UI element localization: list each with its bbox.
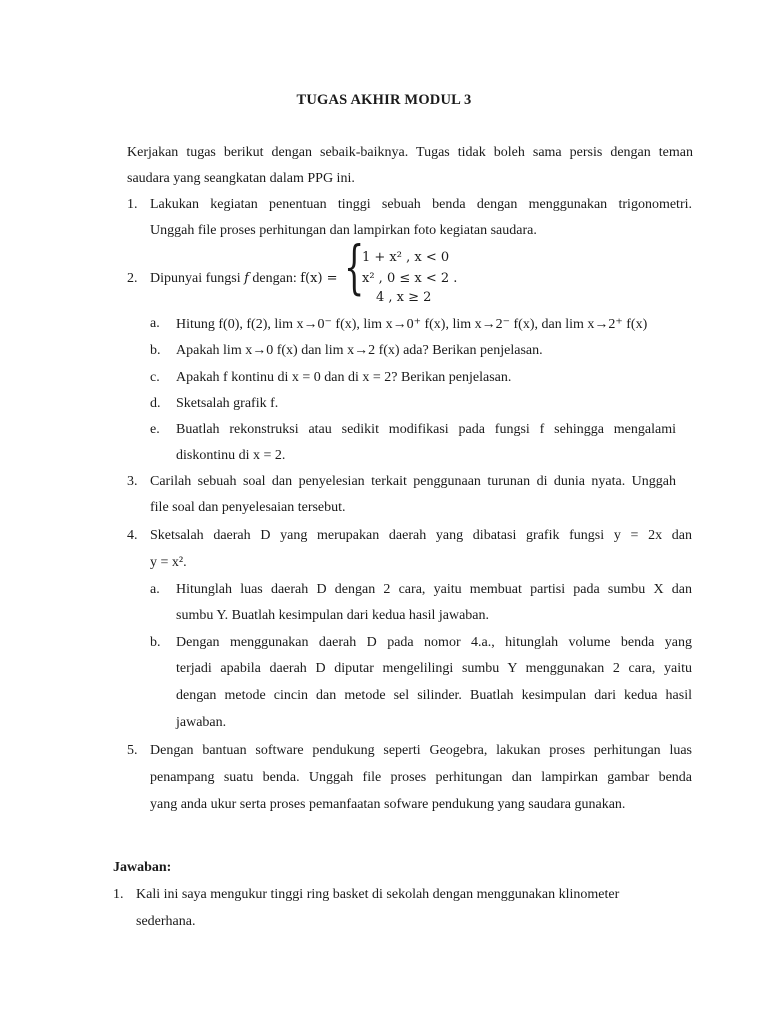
q3-line-1: Carilah sebuah soal dan penyelesian terkait penggunaan turunan di dunia nyata. Unggah [150, 474, 676, 489]
q4b-line-3: dengan metode cincin dan metode sel silinder. Buatlah kesimpulan dari kedua hasil [176, 688, 692, 703]
intro-line-2: saudara yang seangkatan dalam PPG ini. [127, 171, 355, 186]
q4-line-2: y = x². [150, 555, 187, 570]
q4-number: 4. [127, 528, 138, 543]
answer-heading: Jawaban: [113, 860, 172, 875]
q4b-line-4: jawaban. [176, 715, 227, 730]
q2b-text: Apakah lim x→0 f(x) dan lim x→2 f(x) ada? Berikan penjelasan. [176, 343, 543, 358]
q2b-label: b. [150, 343, 161, 358]
q2-case-3: 4 , x ≥ 2 [376, 290, 432, 305]
q2-lead-text: Dipunyai fungsi [150, 271, 241, 286]
q2-f-symbol: f [244, 271, 249, 286]
q1-line-2: Unggah file proses perhitungan dan lampirkan foto kegiatan saudara. [150, 223, 537, 238]
q4b-line-2: terjadi apabila daerah D diputar mengelilingi sumbu Y menggunakan 2 cara, yaitu [176, 661, 692, 676]
document-title: TUGAS AKHIR MODUL 3 [296, 92, 472, 108]
q2-dengan: dengan: [252, 271, 297, 286]
q2-case-1: 1 + x² , x < 0 [362, 250, 450, 265]
q2-case-2: x² , 0 ≤ x < 2 . [362, 271, 458, 286]
q2a-text: Hitung f(0), f(2), lim x→0⁻ f(x), lim x→0⁺ f(x), lim x→2⁻ f(x), dan lim x→2⁺ f(x) [176, 317, 648, 332]
piecewise-brace: { [344, 233, 365, 301]
answer1-line-2: sederhana. [136, 914, 196, 929]
q4b-label: b. [150, 635, 161, 650]
q2d-text: Sketsalah grafik f. [176, 396, 279, 411]
q2d-label: d. [150, 396, 161, 411]
q2-lead [150, 271, 338, 287]
q2-number: 2. [127, 271, 138, 286]
q2-lhs: f(x) = [300, 271, 338, 286]
q4-line-1: Sketsalah daerah D yang merupakan daerah yang dibatasi grafik fungsi y = 2x dan [150, 528, 692, 543]
q4b-line-1: Dengan menggunakan daerah D pada nomor 4.a., hitunglah volume benda yang [176, 635, 692, 650]
q1-line-1: Lakukan kegiatan penentuan tinggi sebuah benda dengan menggunakan trigonometri. [150, 197, 692, 212]
answer1-number: 1. [113, 887, 124, 902]
q5-line-3: yang anda ukur serta proses pemanfaatan sofware pendukung yang saudara gunakan. [150, 797, 626, 812]
q4a-line-2: sumbu Y. Buatlah kesimpulan dari kedua hasil jawaban. [176, 608, 489, 623]
q5-line-1: Dengan bantuan software pendukung seperti Geogebra, lakukan proses perhitungan luas [150, 743, 692, 758]
q5-number: 5. [127, 743, 138, 758]
q3-line-2: file soal dan penyelesaian tersebut. [150, 500, 346, 515]
q1-number: 1. [127, 197, 138, 212]
q2c-text: Apakah f kontinu di x = 0 dan di x = 2? Berikan penjelasan. [176, 370, 512, 385]
q4a-label: a. [150, 582, 160, 597]
q5-line-2: penampang suatu benda. Unggah file proses perhitungan dan lampirkan gambar benda [150, 770, 692, 785]
q2e-line-1: Buatlah rekonstruksi atau sedikit modifikasi pada fungsi f sehingga mengalami [176, 422, 676, 437]
q2e-label: e. [150, 422, 160, 437]
answer1-line-1: Kali ini saya mengukur tinggi ring basket di sekolah dengan menggunakan klinometer [136, 887, 620, 902]
q2a-label: a. [150, 316, 160, 331]
q2c-label: c. [150, 370, 160, 385]
q3-number: 3. [127, 474, 138, 489]
q2e-line-2: diskontinu di x = 2. [176, 448, 286, 463]
q4a-line-1: Hitunglah luas daerah D dengan 2 cara, yaitu membuat partisi pada sumbu X dan [176, 582, 692, 597]
intro-line-1: Kerjakan tugas berikut dengan sebaik-baiknya. Tugas tidak boleh sama persis dengan teman [127, 145, 693, 160]
